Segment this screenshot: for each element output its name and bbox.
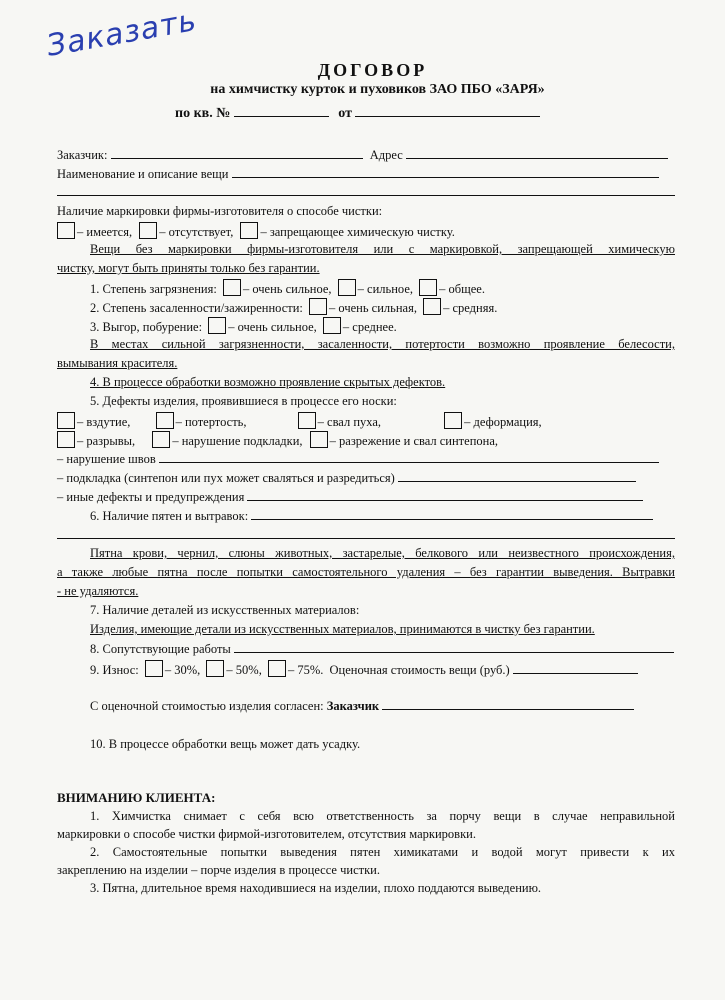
handwritten-note: Заказать (44, 3, 200, 64)
grease-label: 2. Степень засаленности/зажиренности: (90, 301, 303, 315)
related-work-field[interactable] (234, 640, 674, 653)
soil-general-label: – общее. (439, 282, 485, 296)
seams-row (57, 450, 659, 467)
receipt-date-field[interactable] (355, 104, 540, 117)
warning-line-1: В местах сильной загрязненности, засаленности, потертости возможно проявление белесости, (90, 337, 675, 351)
wear-row (90, 660, 638, 678)
grease-medium-label: – средняя. (443, 301, 498, 315)
other-defects-field[interactable] (247, 488, 643, 501)
address-field[interactable] (406, 146, 668, 159)
document-title: ДОГОВОР (317, 60, 428, 80)
agreement-row (90, 697, 634, 714)
grease-row (90, 298, 497, 316)
stains-line-2[interactable] (57, 538, 675, 539)
address-label: Адрес (369, 148, 403, 162)
attention-p2-line2: закреплению на изделии – порче изделия в процессе чистки. (57, 863, 380, 877)
item-description-line-2[interactable] (57, 195, 675, 196)
other-defects-label: – иные дефекты и предупреждения (57, 490, 245, 504)
soil-very-label: – очень сильное, (242, 282, 332, 296)
agreement-customer-label: Заказчик (326, 699, 380, 713)
receipt-line (175, 104, 540, 122)
stains-row (90, 507, 653, 524)
grease-very-label: – очень сильная, (329, 301, 417, 315)
shrinkage-note: 10. В процессе обработки вещь может дать усадку. (90, 737, 361, 751)
wear-30-label: – 30%, (164, 663, 201, 677)
lining-checkbox[interactable] (152, 431, 170, 448)
receipt-number-label: по кв. № (175, 106, 231, 121)
customer-field[interactable] (111, 146, 363, 159)
marking-note-2: чистку, могут быть приняты только без гарантии. (57, 261, 320, 275)
other-defects-row (57, 488, 643, 505)
customer-signature-field[interactable] (382, 697, 634, 710)
marking-options (57, 222, 455, 240)
stains-field[interactable] (251, 507, 653, 520)
marking-absent-checkbox[interactable] (139, 222, 157, 239)
sintepon-label: – разрежение и свал синтепона, (329, 434, 498, 448)
valuation-field[interactable] (513, 661, 638, 674)
soil-very-checkbox[interactable] (223, 279, 241, 296)
down-clump-checkbox[interactable] (298, 412, 316, 429)
receipt-number-field[interactable] (234, 104, 329, 117)
stains-note-3: - не удаляются. (57, 584, 139, 598)
attention-p1-line2: маркировки о способе чистки фирмой-изготовителем, отсутствия маркировки. (57, 827, 476, 841)
stains-label: 6. Наличие пятен и вытравок: (90, 509, 249, 523)
fading-label: 3. Выгор, побурение: (90, 320, 203, 334)
soil-general-checkbox[interactable] (419, 279, 437, 296)
customer-row (57, 146, 668, 163)
stains-note-1: Пятна крови, чернил, слюны животных, застарелые, белкового или неизвестного происхождения, (90, 546, 675, 560)
wear-50-label: – 50%, (226, 663, 262, 677)
defects-label: 5. Дефекты изделия, проявившиеся в процессе его носки: (90, 394, 397, 408)
grease-medium-checkbox[interactable] (423, 298, 441, 315)
padding-row (57, 469, 636, 486)
soil-label: 1. Степень загрязнения: (90, 282, 217, 296)
soil-row (90, 279, 485, 297)
artificial-note: Изделия, имеющие детали из искусственных материалов, принимаются в чистку без гарантии. (90, 622, 595, 636)
marking-forbidden-checkbox[interactable] (240, 222, 258, 239)
scuff-label: – потертость, (175, 415, 247, 429)
attention-p1-line1: 1. Химчистка снимает с себя всю ответственность за порчу вещи в случае неправильной (90, 809, 675, 823)
defects-row-2 (57, 431, 498, 449)
fading-very-checkbox[interactable] (208, 317, 226, 334)
item-description-row (57, 165, 659, 182)
down-clump-label: – свал пуха, (317, 415, 382, 429)
item-description-field[interactable] (232, 165, 659, 178)
deformation-checkbox[interactable] (444, 412, 462, 429)
soil-strong-label: – сильное, (357, 282, 413, 296)
lining-label: – нарушение подкладки, (172, 434, 303, 448)
fading-medium-label: – среднее. (342, 320, 397, 334)
agreement-text: С оценочной стоимостью изделия согласен: (90, 699, 324, 713)
marking-present-label: – имеется, (77, 225, 133, 239)
marking-absent-label: – отсутствует, (159, 225, 234, 239)
seams-label: – нарушение швов (57, 452, 156, 466)
document-subtitle: на химчистку курток и пуховиков ЗАО ПБО «ЗАРЯ» (210, 82, 545, 97)
swelling-checkbox[interactable] (57, 412, 75, 429)
marking-present-checkbox[interactable] (57, 222, 75, 239)
swelling-label: – вздутие, (77, 415, 131, 429)
stains-note-2: а также любые пятна после попытки самостоятельного удаления – без гарантии выведения. Вытравки (57, 565, 675, 579)
attention-title: ВНИМАНИЮ КЛИЕНТА: (57, 790, 216, 805)
marking-question: Наличие маркировки фирмы-изготовителя о способе чистки: (57, 204, 383, 218)
fading-very-label: – очень сильное, (228, 320, 317, 334)
attention-p3: 3. Пятна, длительное время находившиеся на изделии, плохо поддаются выведению. (90, 881, 542, 895)
deformation-label: – деформация, (464, 415, 542, 429)
item-description-label: Наименование и описание вещи (57, 167, 229, 181)
seams-field[interactable] (159, 450, 659, 463)
hidden-defects-note: 4. В процессе обработки возможно проявление скрытых дефектов. (90, 375, 446, 389)
marking-note-1: Вещи без маркировки фирмы-изготовителя или с маркировкой, запрещающей химическую (90, 242, 675, 256)
padding-label: – подкладка (синтепон или пух может сваляться и разредиться) (57, 471, 395, 485)
fading-medium-checkbox[interactable] (323, 317, 341, 334)
scuff-checkbox[interactable] (156, 412, 174, 429)
warning-line-2: вымывания красителя. (57, 356, 178, 370)
tears-checkbox[interactable] (57, 431, 75, 448)
related-work-label: 8. Сопутствующие работы (90, 642, 231, 656)
defects-row-1 (57, 412, 542, 430)
fading-row (90, 317, 397, 335)
wear-50-checkbox[interactable] (206, 660, 224, 677)
attention-p2-line1: 2. Самостоятельные попытки выведения пятен химикатами и водой могут привести к их (90, 845, 675, 859)
soil-strong-checkbox[interactable] (338, 279, 356, 296)
related-work-row (90, 640, 674, 657)
receipt-date-label: от (338, 106, 352, 121)
artificial-label: 7. Наличие деталей из искусственных материалов: (90, 603, 360, 617)
wear-label: 9. Износ: (90, 663, 139, 677)
sintepon-checkbox[interactable] (310, 431, 328, 448)
grease-very-checkbox[interactable] (309, 298, 327, 315)
marking-forbidden-label: – запрещающее химическую чистку. (260, 225, 455, 239)
wear-75-checkbox[interactable] (268, 660, 286, 677)
padding-field[interactable] (398, 469, 636, 482)
valuation-label: Оценочная стоимость вещи (руб.) (329, 663, 510, 677)
customer-label: Заказчик: (57, 148, 108, 162)
wear-75-label: – 75%. (287, 663, 324, 677)
wear-30-checkbox[interactable] (145, 660, 163, 677)
tears-label: – разрывы, (77, 434, 136, 448)
